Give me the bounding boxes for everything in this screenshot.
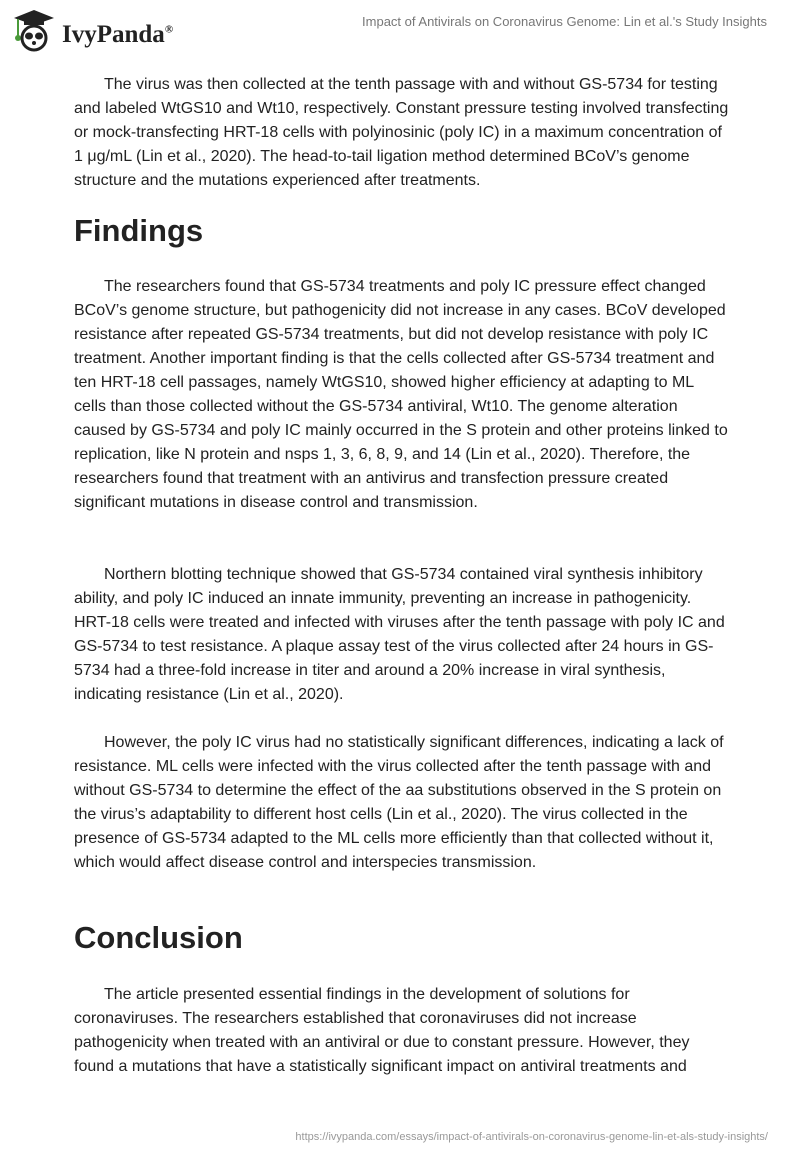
paragraph-conclusion: The article presented essential findings in the development of solutions for coronaviruses. The researchers established that coronaviruses did not increase pathogenicity when treated with an antiviral or due to constant pressure. However, they found a mutations that have a statistically significant impact on antiviral treatments and — [74, 986, 690, 1075]
paragraph-methods: The virus was then collected at the tenth passage with and without GS-5734 for testing and labeled WtGS10 and Wt10, respectively. Constant pressure testing involved transfecting or mock-transfecting HRT-18 cells with polyinosinic (poly IC) in a maximum concentration of 1 μg/mL (Lin et al., 2020). The head-to-tail ligation method determined BCoV’s genome structure and the mutations experienced after treatments. — [74, 76, 729, 189]
source-url-link[interactable]: https://ivypanda.com/essays/impact-of-antivirals-on-coronavirus-genome-lin-et-als-study-insights/ — [295, 1131, 768, 1143]
heading-conclusion: Conclusion — [74, 920, 243, 955]
ivypanda-logo[interactable] — [12, 8, 173, 52]
document-title: Impact of Antivirals on Coronavirus Genome: Lin et al.'s Study Insights — [362, 14, 767, 29]
heading-findings: Findings — [74, 213, 204, 248]
paragraph-findings-2: Northern blotting technique showed that GS-5734 contained viral synthesis inhibitory ability, and poly IC induced an innate immunity, preventing an increase in pathogenicity. HRT-18 cells were treated and infected with viruses after the tenth passage with poly IC and GS-5734 to test resistance. A plaque assay test of the virus collected after 24 hours in GS-5734 had a three-fold increase in titer and around a 20% increase in viral synthesis, indicating resistance (Lin et al., 2020). — [74, 566, 725, 703]
logo-text: IvyPanda — [62, 21, 165, 48]
panda-graduate-icon — [12, 8, 56, 52]
paragraph-findings-3: However, the poly IC virus had no statistically significant differences, indicating a lack of resistance. ML cells were infected with the virus collected after the tenth passage with and without GS-5734 to determine the effect of the aa substitutions observed in the S protein on the virus’s adaptability to different host cells (Lin et al., 2020). The virus collected in the presence of GS-5734 adapted to the ML cells more efficiently than that collected without it, which would affect disease control and interspecies transmission. — [74, 734, 724, 871]
registered-mark: ® — [164, 23, 174, 36]
paragraph-findings-1: The researchers found that GS-5734 treatments and poly IC pressure effect changed BCoV’s genome structure, but pathogenicity did not increase in any cases. BCoV developed resistance after repeated GS-5734 treatments, but did not develop resistance with poly IC treatment. Another important finding is that the cells collected after GS-5734 treatment and ten HRT-18 cell passages, namely WtGS10, showed higher efficiency at adapting to ML cells than those collected without the GS-5734 antiviral, Wt10. The genome alteration caused by GS-5734 and poly IC mainly occurred in the S protein and other proteins linked to replication, like N protein and nsps 1, 3, 6, 8, 9, and 14 (Lin et al., 2020). Therefore, the researchers found that treatment with an antivirus and transfection pressure created significant mutations in disease control and transmission. — [74, 278, 728, 511]
